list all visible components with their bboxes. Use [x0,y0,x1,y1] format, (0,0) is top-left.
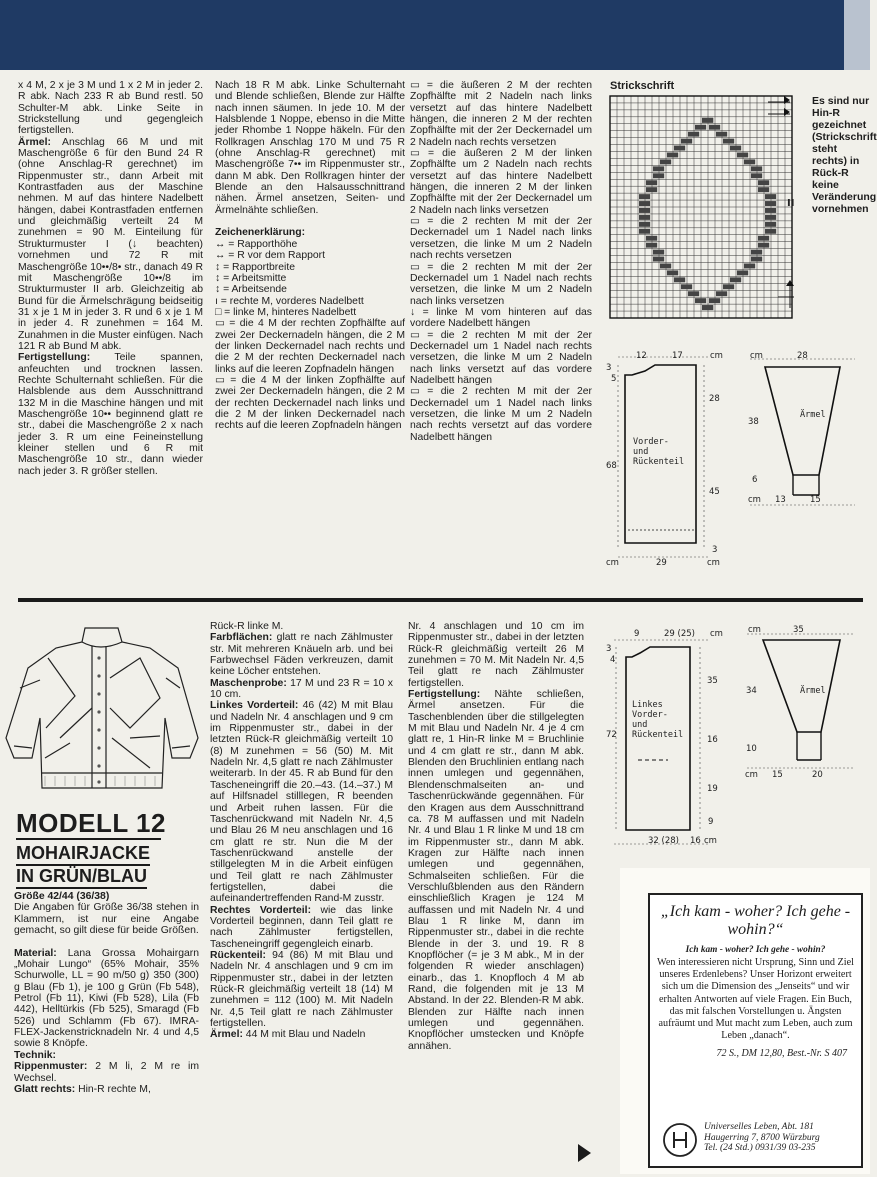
chart-stitch-mark [751,166,762,171]
text-column-2: Nach 18 R M abk. Linke Schulternaht und Blende schließen, Blende zur Hälfte nach innen säumen. In jede 10. M der Halsblende 1 Noppe, ebenso in die Mitte jeder Rhombe 1 Noppe häkeln. Für den Rollkragen Anschlag 170 M und 75 R (ohne Anschlag-R gerechnet) mit Maschengröße 7•• im Rippenmuster str., dann M abk. Den Rollkragen hinter der Blende an den Halsausschnittrand nähen. Ärmel ansetzen, Seiten- und Ärmelnähte schließen. Zeichenerklärung: ↔ = Rapporthöhe ↔ = R vor dem Rapport ↕ = Rapportbreite ↕ = Arbeitsmitte ↕ = Arbeitsende ı = rechte M, vorderes Nadelbett □ = linke M, hinteres Nadelbett ▭ = die 4 M der rechten Zopfhälfte auf zwei 2er Deckernadeln hängen, die 2 M der linken Deckernadel nach rechts und die 2 M der rechten Deckernadel nach links auf die leeren Zopfnadeln hängen ▭ = die 4 M der linken Zopfhälfte auf zwei 2er Deckernadeln hängen, die 2 M der rechten Deckernadel nach links und die 2 M der linken Deckernadel nach rechts auf die leeren Zopfnadeln hängen [215,80,405,432]
jdim-4: 4 [610,655,616,665]
chart-stitch-mark [737,153,748,158]
model-subtitle [16,843,196,889]
jdim-cm-b: cm [704,836,717,846]
chart-stitch-mark [730,146,741,151]
chart-stitch-mark [639,194,650,199]
chart-stitch-mark [709,298,720,303]
chart-stitch-mark [667,153,678,158]
sleeve-dim-cm2: cm [748,495,761,505]
chart-stitch-mark [674,146,685,151]
dim-cm-br: cm [707,558,720,568]
chart-stitch-mark [653,250,664,255]
chart-stitch-mark [765,201,776,206]
chart-stitch-mark [688,291,699,296]
chart-stitch-mark [639,229,650,234]
next-page-arrow-icon [578,1144,591,1162]
text-column-b2: Rück-R linke M. Farbflächen: glatt re nach Zählmuster str. Mit mehreren Knäueln arb. und bei Farbwechsel Fäden verkreuzen, damit keine Löcher entstehen. Maschenprobe: 17 M und 23 R = 10 x 10 cm. Linkes Vorderteil: 46 (42) M mit Blau und Nadeln Nr. 4 anschlagen und 9 cm im Rippenmuster str., dabei in der letzten Rück-R gleichmäßig verteilt 10 (8) M zunehmen = 56 (50) M. Mit Nadeln Nr. 4,5 glatt re nach Zählmuster weiterarb. In der 45. R ab Bund für den Tascheneingriff die 20.–43. (14.–37.) M auf Hilfsnadel stilllegen, R beenden und Arbeit ruhen lassen. Für die Taschenrückwand mit Nadeln Nr. 4,5 und Blau 26 M neu anschlagen und 16 cm glatt re str. Nun die M der Taschenrückwand anstelle der stillgelegten M in die Arbeit einfügen und Teil glatt re nach Zählmuster fertigstellen, dabei die aufeinandertreffenden Rand-M zusstr. Rechtes Vorderteil: wie das linke Vorderteil beginnen, dann Teil glatt re nach Zählmuster fertigstellen, Tascheneingriff gegengleich einarb. Rückenteil: 94 (86) M mit Blau und Nadeln Nr. 4 anschlagen und 9 cm im Rippenmuster str., dabei in der letzten Rück-R gleichmäßig verteilt 18 (14) M zunehmen = 112 (100) M. Mit Nadeln Nr. 4,5 Teil glatt re nach Zählmuster fertigstellen. Ärmel: 44 M mit Blau und Nadeln [210,621,394,1041]
sleeve-dim-13: 13 [775,495,786,505]
ad-body: Wen interessieren nicht Ursprung, Sinn und Ziel unseres Erdenlebens? Unser Horizont erweitert sich um die Dimension des „Jenseits“ und wir erhalten Antworten auf viele Fragen. Ein Buch, das mit falschen Vorstellungen u. Ängsten aufräumt und Mut macht zum Leben, auch zum Leben „danach“. [657,957,854,1042]
jdim-35: 35 [707,676,718,686]
dim-28: 28 [709,394,720,404]
jdim-9b: 9 [708,817,714,827]
jsleeve-15: 15 [772,770,783,780]
ad-question: Ich kam - woher? Ich gehe - wohin? [685,945,826,955]
jsleeve-cm2: cm [745,770,758,780]
chart-stitch-mark [674,277,685,282]
jsleeve-cm: cm [748,625,761,635]
subtitle-line-1: MOHAIRJACKE [16,843,150,866]
chart-stitch-mark [681,139,692,144]
jacket-sleeve-schematic [735,622,865,782]
roman-label: II [787,198,795,209]
chart-stitch-mark [646,187,657,192]
dim-3b: 3 [712,545,718,555]
text-column-1: x 4 M, 2 x je 3 M und 1 x 2 M in jeder 2. R abk. Nach 233 R ab Bund restl. 50 Schulter-M abk. Linke Seite in Strickstellung und gegengleich fertigstellen. Ärmel: Anschlag 66 M und mit Maschengröße 6 für den Bund 24 R (ohne Anschlag-R gerechnet) im Rippenmuster str., dann Arbeit mit Kontrastfaden aus der Maschine nehmen. M auf das hintere Nadelbett hängen, dabei Kontrastfaden entfernen und gleichmäßig verteilt 24 M zunehmen = 90 M. Einteilung für Strukturmuster I (↓ beachten) vornehmen und 72 R mit Maschengröße 10••/8• str., danach 49 R mit Maschengröße 10••/8 im Strukturmuster II arb. Gleichzeitig ab Bund für die Ärmelschrägung beidseitig 31 x je 1 M in jeder 3. R und 6 x je 1 M in jeder 4. R zunehmen = 164 M. Zunahmen in die Muster einfügen. Nach 121 R ab Bund M abk. Fertigstellung: Teile spannen, anfeuchten und trocknen lassen. Rechte Schulternaht schließen. Für die Halsblende aus dem Ausschnittrand 132 M in die Maschine hängen und mit Maschengröße 10•• beginnend glatt re str., dabei die Maschengröße 2 x nach jeder 3. R um eine Feineinstellung kleiner stellen und 6 R mit Maschengröße 10 str., dann wieder nach jeder 3. R größer stellen. [18,80,203,477]
chart-stitch-mark [653,173,664,178]
jdim-16b: 16 [690,836,701,846]
ad-publisher [658,1120,857,1160]
text-column-b3: Nr. 4 anschlagen und 10 cm im Rippenmuster str., dabei in der letzten Rück-R gleichmäßig verteilt 26 M zunehmen = 70 M. Mit Nadeln Nr. 4,5 Teil glatt re nach Zählmuster fertigstellen. Fertigstellung: Nähte schließen, Ärmel ansetzen. Für die Taschenblenden über die stillgelegten M mit Blau und Nadeln Nr. 4 je 4 cm glatt re, 1 Hin-R linke M = Bruchlinie und 4 cm glatt re str., dann M abk. Blenden den Bruchlinien entlang nach innen umlegen und gegennähen, Blendenschmalseiten an- und Taschenrückwände gegennähen. Für den Kragen aus dem Ausschnittrand ca. 78 M auffassen und mit Nadeln Nr. 4 und Blau 1 R linke M und 18 cm im Rippenmuster str., dann M abk. Kragen zur Hälfte nach innen umlegen und gegennähen, Schmalseiten schließen. Für die Verschlußblenden aus den Rändern einschließlich Kragen je 124 M auffassen und mit Nadeln Nr. 4 und Blau 1 R linke M, dann im Rippenmuster str., dabei in die rechte Blende in der 3. und 19. R 8 Knopflöcher (= je 3 M abk., M in der folgenden R wieder anschlagen) einarb., das 1. Knopfloch 4 M ab Rand, die folgenden mit je 13 M Abstand. In der 22. Blenden-R M abk. Blenden zur Hälfte nach innen umlegen und gegennähen. Knopflöcher umstecken und Knöpfe annähen. [408,621,584,1052]
sleeve-dim-cm: cm [750,351,763,361]
chart-stitch-mark [765,222,776,227]
chart-title: Strickschrift [610,80,675,92]
ad-price: 72 S., DM 12,80, Best.-Nr. S 407 [716,1048,847,1060]
jdim-9: 9 [634,629,640,639]
ad-headline: „Ich kam - woher? Ich gehe - wohin?“ [660,903,851,938]
section-divider [18,598,863,602]
dim-5: 5 [611,374,617,384]
chart-stitch-mark [716,291,727,296]
chart-stitch-mark [660,159,671,164]
chart-stitch-mark [765,229,776,234]
chart-stitch-mark [681,284,692,289]
sleeve-label: Ärmel [800,410,826,420]
jacket-illustration [0,618,205,803]
chart-stitch-mark [702,118,713,123]
chart-stitch-mark [702,305,713,310]
knitting-chart [598,92,810,324]
chart-stitch-mark [646,180,657,185]
jdim-cm: cm [710,629,723,639]
chart-stitch-mark [667,270,678,275]
dim-29: 29 [656,558,667,568]
book-advertisement [648,893,863,1168]
dim-12: 12 [636,351,647,361]
dim-17: 17 [672,351,683,361]
chart-stitch-mark [639,215,650,220]
jsleeve-20: 20 [812,770,823,780]
chart-stitch-mark [758,180,769,185]
jsleeve-label: Ärmel [800,686,826,696]
chart-stitch-mark [751,173,762,178]
dim-cm-top: cm [710,351,723,361]
chart-stitch-mark [639,201,650,206]
chart-stitch-mark [639,222,650,227]
chart-stitch-mark [639,208,650,213]
header-band [0,0,870,70]
chart-stitch-mark [646,243,657,248]
publisher-address: Universelles Leben, Abt. 181 Haugerring 7, 8700 Würzburg Tel. (24 Std.) 0931/39 03-235 [704,1122,820,1153]
publisher-logo-icon [660,1120,700,1160]
chart-stitch-mark [723,139,734,144]
side-note: Es sind nur Hin-R gezeichnet (Strickschrift steht rechts) in Rück-R keine Veränderung vornehmen [812,95,877,215]
jdim-32: 32 (28) [648,836,679,846]
chart-stitch-mark [653,166,664,171]
subtitle-line-2: IN GRÜN/BLAU [16,866,147,889]
jsleeve-10: 10 [746,744,757,754]
chart-stitch-mark [751,257,762,262]
text-column-b1: Größe 42/44 (36/38) Die Angaben für Größe 36/38 stehen in Klammern, ist nur eine Angabe gemacht, so gilt diese für beide Größen. Material: Lana Grossa Mohairgarn „Mohair Lungo“ (65% Mohair, 35% Schurwolle, LL = 90 m/50 g) 350 (300) g Blau (Fb 1), je 100 g Grün (Fb 548), Petrol (Fb 11), Kiwi (Fb 528), Lila (Fb 442), Helltürkis (Fb 525), Smaragd (Fb 526) und Schlamm (Fb 67). IMRA-FLEX-Jackenstricknadeln Nr. 4 und 4,5 sowie 8 Knöpfe. Technik: Rippenmuster: 2 M li, 2 M re im Wechsel. Glatt rechts: Hin-R rechte M, [14,891,199,1095]
chart-stitch-mark [653,257,664,262]
dim-68: 68 [606,461,617,471]
chart-stitch-mark [744,159,755,164]
sleeve-dim-28: 28 [797,351,808,361]
jacket-front-label: Linkes Vorder- und Rückenteil [632,700,684,740]
chart-stitch-mark [660,264,671,269]
jdim-29: 29 (25) [664,629,695,639]
chart-stitch-mark [723,284,734,289]
jdim-16: 16 [707,735,718,745]
front-piece-label: Vorder- und Rückenteil [633,437,685,467]
chart-stitch-mark [758,236,769,241]
text-column-3: ▭ = die äußeren 2 M der rechten Zopfhälfte mit 2 Nadeln nach links versetzt auf das hintere Nadelbett hängen, die inneren 2 M der rechten Zopfhälfte mit der 2er Deckernadel um 2 Nadeln nach rechts versetzen ▭ = die äußeren 2 M der linken Zopfhälfte um 2 Nadeln nach rechts versetzt auf das hintere Nadelbett hängen, die inneren 2 M der linken Zopfhälfte mit der 2er Deckernadel um 2 Nadeln nach links versetzen ▭ = die 2 rechten M mit der 2er Deckernadel um 1 Nadel nach links versetzen, die linke M um 2 Nadeln nach rechts versetzen ▭ = die 2 rechten M mit der 2er Deckernadel um 1 Nadel nach rechts versetzen, die linke M um 2 Nadeln nach links versetzen ↓ = linke M vom hinteren auf das vordere Nadelbett hängen ▭ = die 2 rechten M mit der 2er Deckernadel um 1 Nadel nach rechts versetzen, die linke M um 2 Nadeln nach links versetzt auf das vordere Nadelbett hängen ▭ = die 2 rechten M mit der 2er Deckernadel um 1 Nadel nach links versetzen, die linke M um 2 Nadeln nach rechts versetzt auf das vordere Nadelbett hängen [410,80,592,443]
sleeve-dim-15: 15 [810,495,821,505]
chart-stitch-mark [730,277,741,282]
jsleeve-35: 35 [793,625,804,635]
jdim-3: 3 [606,644,612,654]
chart-stitch-mark [695,298,706,303]
chart-stitch-mark [709,125,720,130]
chart-stitch-mark [765,215,776,220]
chart-stitch-mark [751,250,762,255]
dim-cm-bl: cm [606,558,619,568]
jdim-19: 19 [707,784,718,794]
chart-stitch-mark [765,194,776,199]
title-underline [16,838,161,840]
model-title: MODELL 12 [16,808,166,838]
chart-stitch-mark [737,270,748,275]
sleeve-dim-6: 6 [752,475,758,485]
dim-3: 3 [606,363,612,373]
jsleeve-34: 34 [746,686,757,696]
chart-stitch-mark [688,132,699,137]
chart-stitch-mark [758,187,769,192]
chart-stitch-mark [716,132,727,137]
jdim-72: 72 [606,730,617,740]
chart-stitch-mark [744,264,755,269]
chart-stitch-mark [765,208,776,213]
sleeve-dim-38: 38 [748,417,759,427]
chart-stitch-mark [758,243,769,248]
sleeve-schematic [735,345,865,510]
chart-stitch-mark [646,236,657,241]
chart-stitch-mark [695,125,706,130]
dim-45: 45 [709,487,720,497]
